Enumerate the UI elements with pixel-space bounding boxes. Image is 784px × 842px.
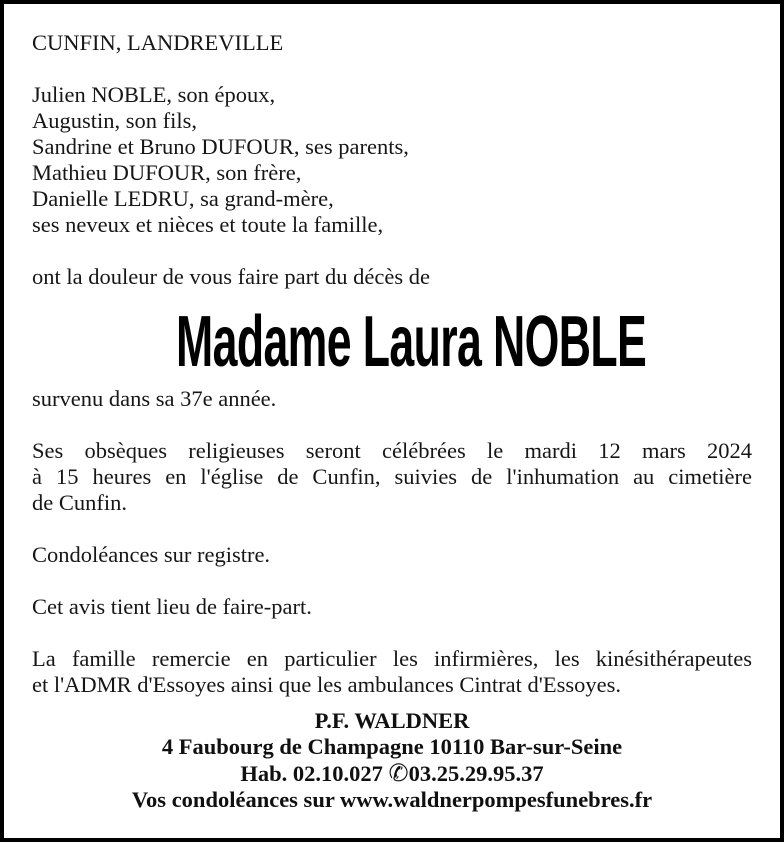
- condolences-line: Condoléances sur registre.: [32, 542, 271, 567]
- thanks-line: et l'ADMR d'Essoyes ainsi que les ambulances Cintrat d'Essoyes.: [32, 672, 621, 697]
- age-line: survenu dans sa 37e année.: [32, 386, 277, 411]
- funeral-home-name: P.F. WALDNER: [314, 708, 470, 733]
- notice-line: Cet avis tient lieu de faire-part.: [32, 594, 312, 619]
- family-member-line: Danielle LEDRU, sa grand-mère,: [32, 186, 334, 211]
- family-member-line: Sandrine et Bruno DUFOUR, ses parents,: [32, 134, 409, 159]
- funeral-home-address: 4 Faubourg de Champagne 10110 Bar-sur-Seine: [161, 734, 623, 759]
- website-line: Vos condoléances sur www.waldnerpompesfunebres.fr: [131, 787, 653, 812]
- announcement-line: ont la douleur de vous faire part du décès de: [32, 264, 430, 289]
- thanks-line: La famille remercie en particulier les infirmières, les kinésithérapeutes: [32, 646, 752, 671]
- phone-line: [32, 760, 752, 787]
- family-member-line: Augustin, son fils,: [32, 108, 198, 133]
- phone-prefix: Hab. 02.10.027: [240, 761, 389, 786]
- funeral-details-paragraph: [32, 438, 752, 516]
- family-member-line: ses neveux et nièces et toute la famille,: [32, 212, 384, 237]
- family-member-line: Julien NOBLE, son époux,: [32, 82, 276, 107]
- deceased-name-text: Madame Laura NOBLE: [176, 302, 647, 382]
- family-member-line: Mathieu DUFOUR, son frère,: [32, 160, 302, 185]
- thanks-paragraph: [32, 646, 752, 698]
- phone-number: 03.25.29.95.37: [408, 761, 544, 786]
- funeral-home-footer: [32, 708, 752, 813]
- funeral-details-line: à 15 heures en l'église de Cunfin, suivies de l'inhumation au cimetière: [32, 464, 752, 489]
- location-line: CUNFIN, LANDREVILLE: [32, 30, 284, 55]
- family-list: [32, 82, 752, 238]
- phone-icon: ✆: [388, 759, 409, 787]
- deceased-name-title: [32, 302, 752, 382]
- funeral-details-line: de Cunfin.: [32, 490, 127, 515]
- funeral-details-line: Ses obsèques religieuses seront célébrées le mardi 12 mars 2024: [32, 438, 752, 463]
